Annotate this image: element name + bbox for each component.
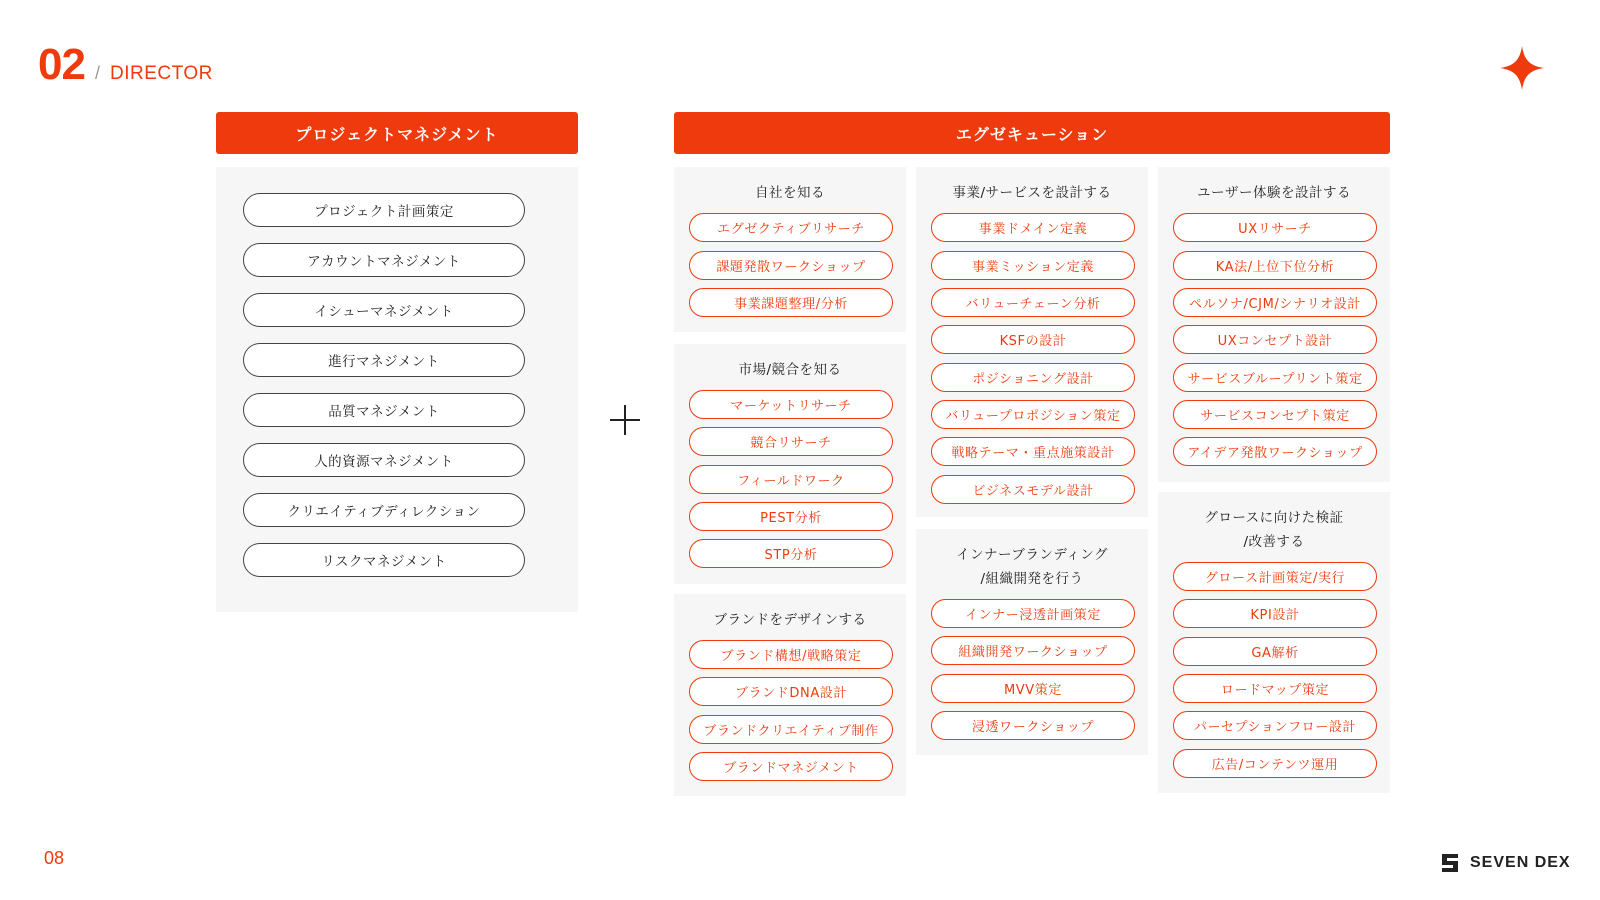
service-item[interactable]: GA解析 xyxy=(1173,637,1377,666)
card-inner-branding xyxy=(916,529,1148,755)
four-point-star-icon xyxy=(1498,44,1546,92)
card-growth xyxy=(1158,492,1390,793)
card-title-line-1: グロースに向けた検証 xyxy=(1204,510,1344,526)
service-item[interactable]: マーケットリサーチ xyxy=(689,390,893,419)
service-item[interactable]: バリューチェーン分析 xyxy=(931,288,1135,317)
pm-item-quality[interactable]: 品質マネジメント xyxy=(243,393,525,427)
service-item[interactable]: KPI設計 xyxy=(1173,599,1377,628)
service-item[interactable]: サービスコンセプト策定 xyxy=(1173,400,1377,429)
card-know-market xyxy=(674,344,906,584)
service-item[interactable]: 事業ドメイン定義 xyxy=(931,213,1135,242)
card-know-company xyxy=(674,167,906,332)
service-item[interactable]: グロース計画策定/実行 xyxy=(1173,562,1377,591)
service-item[interactable]: ブランドマネジメント xyxy=(689,752,893,781)
pm-item-account[interactable]: アカウントマネジメント xyxy=(243,243,525,277)
project-management-banner: プロジェクトマネジメント xyxy=(216,112,578,154)
service-item[interactable]: PEST分析 xyxy=(689,502,893,531)
service-item[interactable]: MVV策定 xyxy=(931,674,1135,703)
pm-item-creative[interactable]: クリエイティブディレクション xyxy=(243,493,525,527)
service-item[interactable]: 戦略テーマ・重点施策設計 xyxy=(931,437,1135,466)
section-title: DIRECTOR xyxy=(109,63,213,84)
card-design-ux xyxy=(1158,167,1390,482)
service-item[interactable]: ビジネスモデル設計 xyxy=(931,475,1135,504)
execution-banner: エグゼキューション xyxy=(674,112,1390,154)
page-number: 08 xyxy=(44,848,65,868)
service-item[interactable]: ブランドDNA設計 xyxy=(689,677,893,706)
service-item[interactable]: KSFの設計 xyxy=(931,325,1135,354)
service-item[interactable]: 事業ミッション定義 xyxy=(931,251,1135,280)
service-item[interactable]: UXリサーチ xyxy=(1173,213,1377,242)
card-title: ブランドをデザインする xyxy=(713,612,867,628)
service-item[interactable]: フィールドワーク xyxy=(689,465,893,494)
service-item[interactable]: 組織開発ワークショップ xyxy=(931,636,1135,665)
card-title: 市場/競合を知る xyxy=(738,362,842,378)
service-item[interactable]: 浸透ワークショップ xyxy=(931,711,1135,740)
card-title: ユーザー体験を設計する xyxy=(1197,185,1351,201)
card-design-business xyxy=(916,167,1148,517)
brand-name: SEVEN DEX xyxy=(1470,854,1571,871)
service-item[interactable]: 広告/コンテンツ運用 xyxy=(1173,749,1377,778)
card-title-line-2: /組織開発を行う xyxy=(980,571,1084,587)
brand-logo xyxy=(1440,852,1571,874)
service-item[interactable]: ロードマップ策定 xyxy=(1173,674,1377,703)
service-item[interactable]: パーセプションフロー設計 xyxy=(1173,711,1377,740)
section-number: 02 xyxy=(38,40,85,89)
service-item[interactable]: KA法/上位下位分析 xyxy=(1173,251,1377,280)
card-title-line-1: インナーブランディング xyxy=(956,547,1108,563)
service-item[interactable]: 競合リサーチ xyxy=(689,427,893,456)
service-item[interactable]: バリュープロポジション策定 xyxy=(931,400,1135,429)
service-item[interactable]: ブランドクリエイティブ制作 xyxy=(689,715,893,744)
project-management-panel xyxy=(216,167,578,612)
pm-item-plan[interactable]: プロジェクト計画策定 xyxy=(243,193,525,227)
service-item[interactable]: エグゼクティブリサーチ xyxy=(689,213,893,242)
service-item[interactable]: ポジショニング設計 xyxy=(931,363,1135,392)
seven-dex-logo-icon xyxy=(1440,852,1460,874)
service-item[interactable]: ペルソナ/CJM/シナリオ設計 xyxy=(1173,288,1377,317)
section-slash: / xyxy=(94,63,100,83)
service-item[interactable]: サービスブループリント策定 xyxy=(1173,363,1377,392)
pm-item-issue[interactable]: イシューマネジメント xyxy=(243,293,525,327)
card-title-line-2: /改善する xyxy=(1243,534,1305,550)
card-title: 自社を知る xyxy=(755,185,825,201)
card-design-brand xyxy=(674,594,906,796)
plus-icon xyxy=(608,403,642,437)
service-item[interactable]: インナー浸透計画策定 xyxy=(931,599,1135,628)
card-title: 事業/サービスを設計する xyxy=(952,185,1112,201)
service-item[interactable]: 事業課題整理/分析 xyxy=(689,288,893,317)
section-header xyxy=(38,40,213,90)
service-item[interactable]: UXコンセプト設計 xyxy=(1173,325,1377,354)
service-item[interactable]: STP分析 xyxy=(689,539,893,568)
pm-item-hr[interactable]: 人的資源マネジメント xyxy=(243,443,525,477)
service-item[interactable]: ブランド構想/戦略策定 xyxy=(689,640,893,669)
service-item[interactable]: 課題発散ワークショップ xyxy=(689,251,893,280)
pm-item-risk[interactable]: リスクマネジメント xyxy=(243,543,525,577)
service-item[interactable]: アイデア発散ワークショップ xyxy=(1173,437,1377,466)
pm-item-progress[interactable]: 進行マネジメント xyxy=(243,343,525,377)
